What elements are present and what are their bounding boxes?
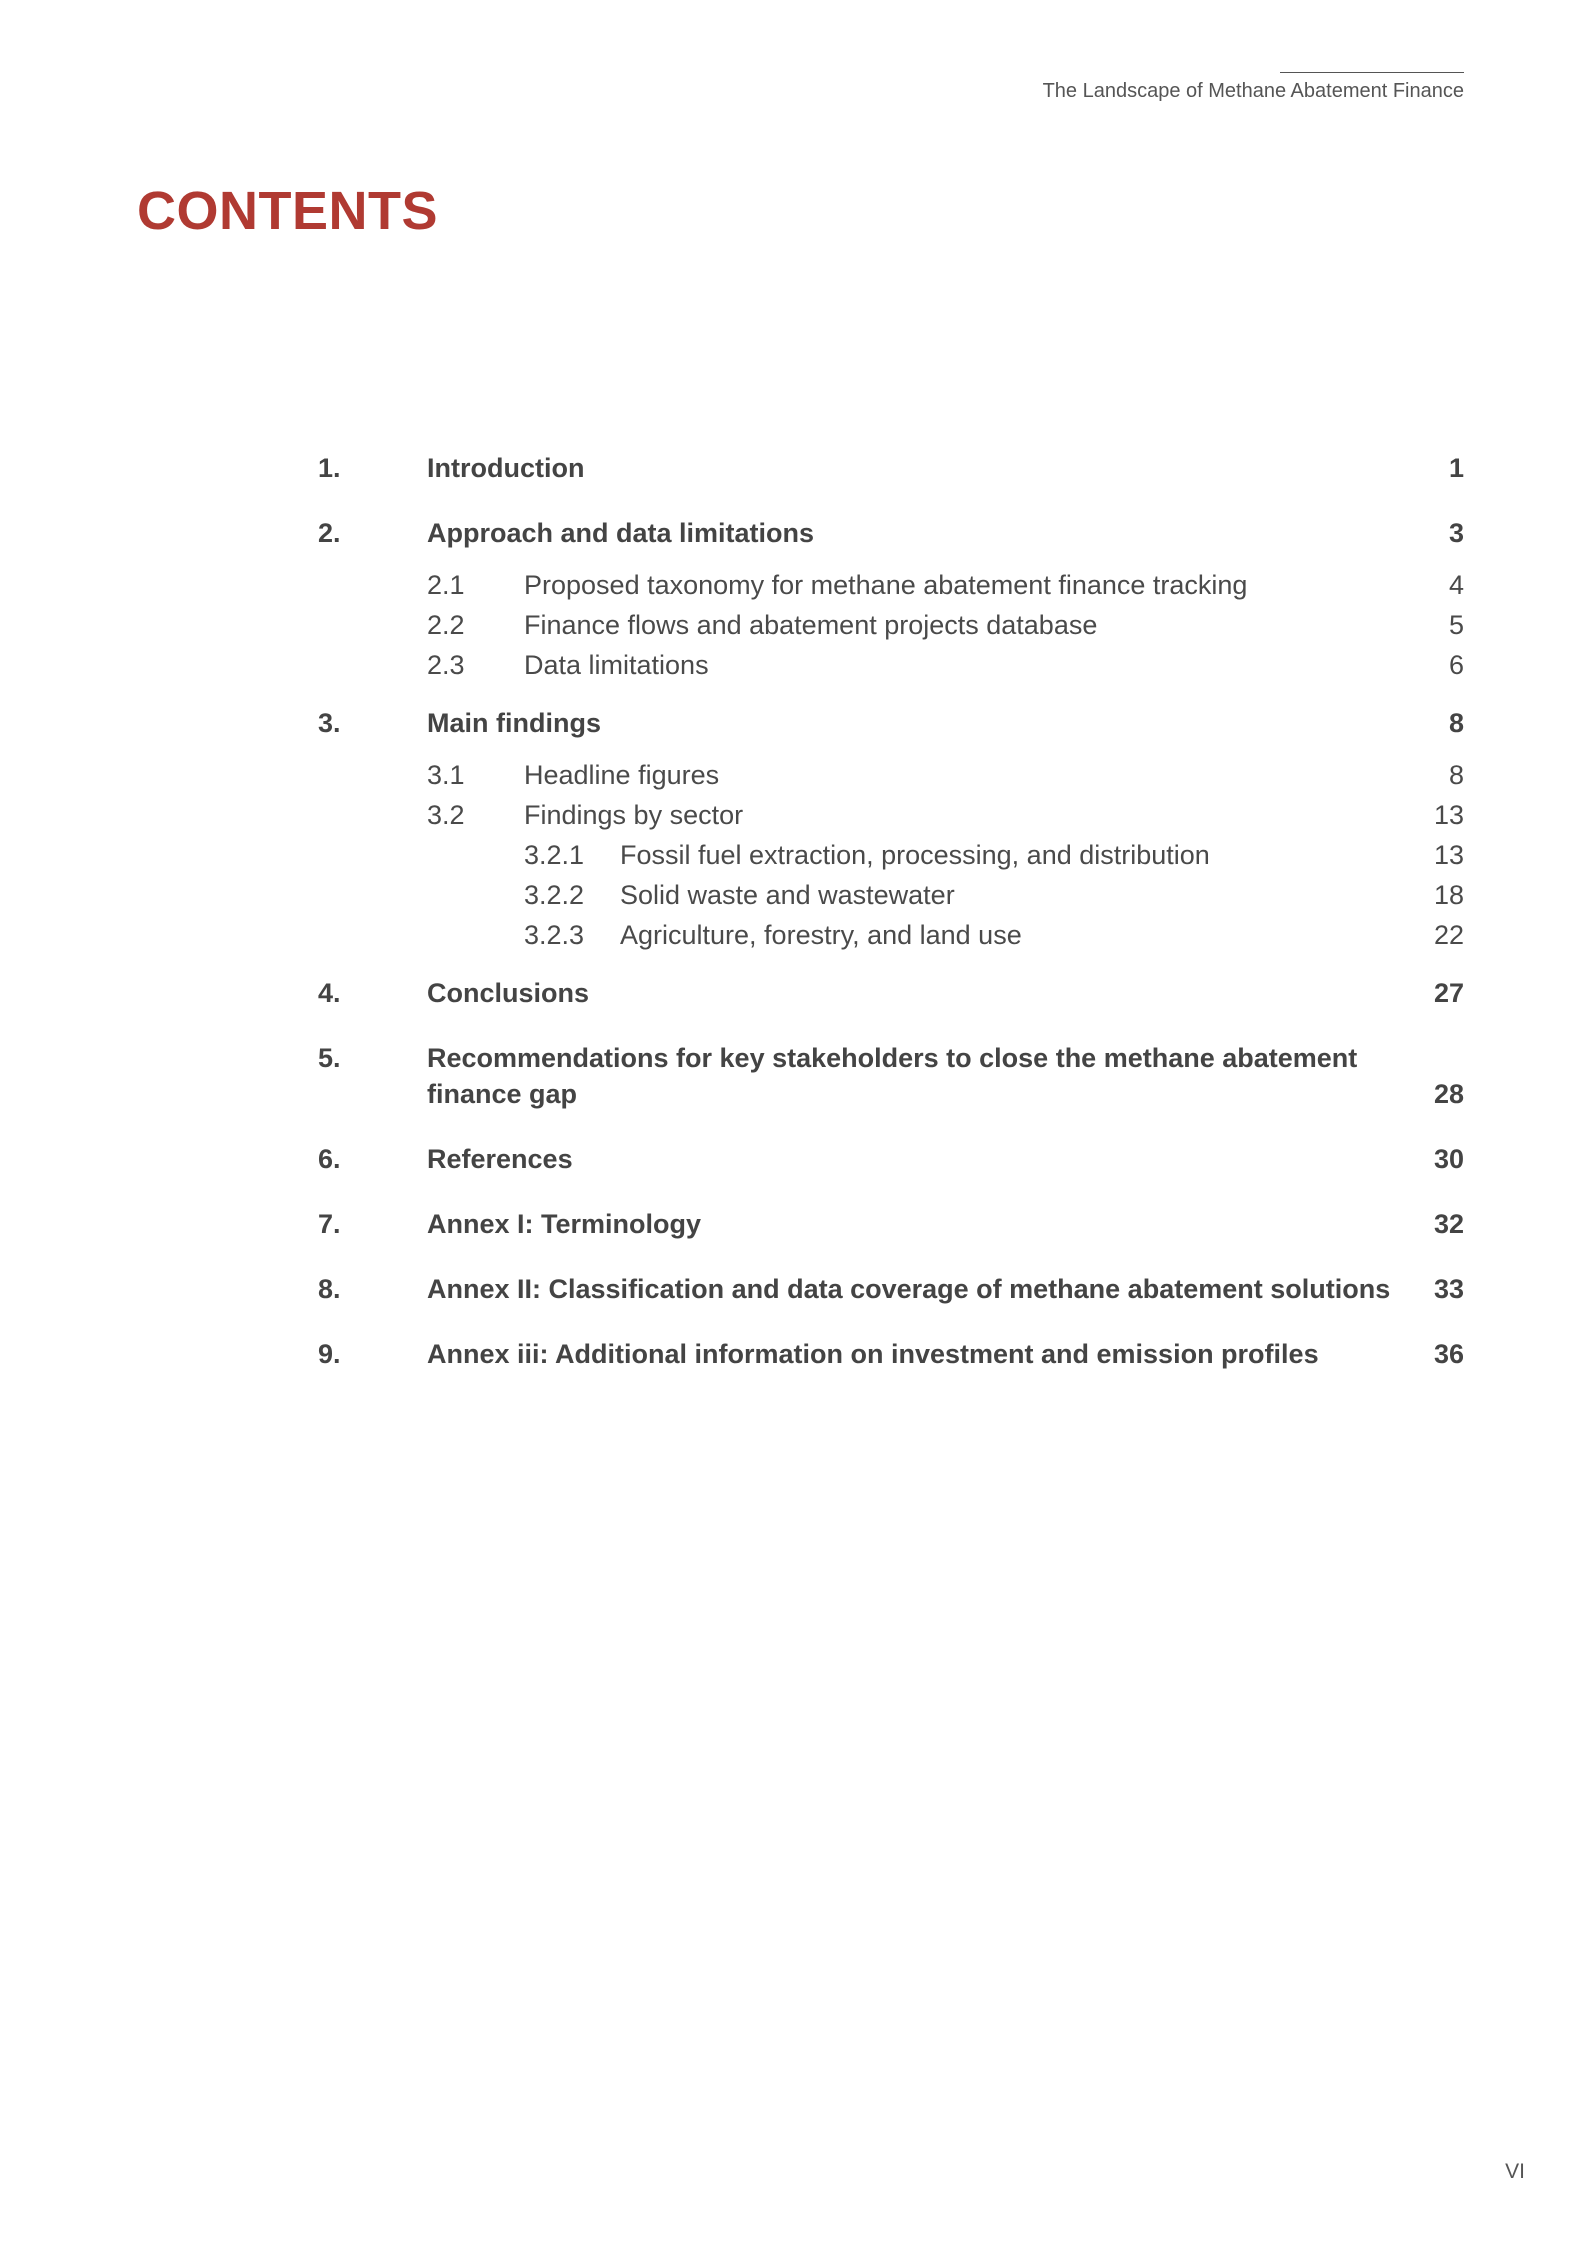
running-header: The Landscape of Methane Abatement Finance (1042, 80, 1464, 102)
toc-page: 13 (1433, 800, 1464, 830)
toc-page: 27 (1433, 978, 1464, 1008)
toc-entry-3[interactable] (318, 705, 1464, 741)
toc-entry-3-2[interactable] (318, 795, 1464, 835)
toc-entry-2-3[interactable] (318, 645, 1464, 685)
toc-title-line: Recommendations for key stakeholders to close the methane abatement (427, 1043, 1358, 1073)
toc-page: 1 (1448, 453, 1464, 483)
toc-entry-2-2[interactable] (318, 605, 1464, 645)
toc-page: 5 (1448, 610, 1464, 640)
toc-entry-5[interactable] (318, 1040, 1464, 1112)
toc-title: Approach and data limitations (427, 518, 815, 548)
toc-entry-1[interactable] (318, 450, 1464, 486)
toc-number: 2. (318, 518, 341, 548)
toc-number: 3.2.3 (524, 920, 585, 950)
toc-page: 8 (1448, 760, 1464, 790)
toc-page: 6 (1448, 650, 1464, 680)
toc-title: Solid waste and wastewater (620, 880, 955, 910)
toc-title: Finance flows and abatement projects database (524, 610, 1098, 640)
toc-number: 3. (318, 708, 341, 738)
toc-entry-3-1[interactable] (318, 755, 1464, 795)
toc-number: 1. (318, 453, 341, 483)
toc-page: 22 (1433, 920, 1464, 950)
toc-number: 2.2 (427, 610, 465, 640)
toc-title: Agriculture, forestry, and land use (620, 920, 1022, 950)
page-title: CONTENTS (137, 181, 438, 241)
toc-page: 28 (1433, 1079, 1464, 1109)
toc-page: 13 (1433, 840, 1464, 870)
toc-page: 4 (1448, 570, 1464, 600)
toc-title: Main findings (427, 708, 601, 738)
toc-number: 2.3 (427, 650, 465, 680)
toc-number: 6. (318, 1144, 341, 1174)
toc-title: Headline figures (524, 760, 720, 790)
toc-number: 9. (318, 1339, 341, 1369)
toc-entry-3-2-2[interactable] (318, 875, 1464, 915)
toc-number: 8. (318, 1274, 341, 1304)
toc-title: Proposed taxonomy for methane abatement finance tracking (524, 570, 1248, 600)
toc-page: 32 (1433, 1209, 1464, 1239)
toc-entry-2-1[interactable] (318, 565, 1464, 605)
toc-entry-3-2-3[interactable] (318, 915, 1464, 955)
toc-page: 36 (1433, 1339, 1464, 1369)
toc-number: 3.2.2 (524, 880, 585, 910)
toc-page: 30 (1433, 1144, 1464, 1174)
toc-title: Fossil fuel extraction, processing, and distribution (620, 840, 1210, 870)
toc-entry-2[interactable] (318, 515, 1464, 551)
toc-title: Findings by sector (524, 800, 744, 830)
toc-title: Annex iii: Additional information on investment and emission profiles (427, 1339, 1319, 1369)
toc-page: 3 (1448, 518, 1464, 548)
toc-entry-7[interactable] (318, 1206, 1464, 1242)
toc-title: Annex II: Classification and data coverage of methane abatement solutions (427, 1274, 1391, 1304)
toc-page: 33 (1433, 1274, 1464, 1304)
toc-number: 7. (318, 1209, 341, 1239)
toc-number: 3.2 (427, 800, 465, 830)
toc-number: 3.2.1 (524, 840, 585, 870)
toc-number: 5. (318, 1043, 341, 1073)
toc-entry-3-2-1[interactable] (318, 835, 1464, 875)
header-rule (1280, 72, 1464, 73)
toc-title: Annex I: Terminology (427, 1209, 702, 1239)
toc-entry-6[interactable] (318, 1141, 1464, 1177)
table-of-contents (318, 450, 1464, 1372)
toc-number: 3.1 (427, 760, 465, 790)
toc-title: Introduction (427, 453, 585, 483)
toc-title: References (427, 1144, 573, 1174)
toc-number: 4. (318, 978, 341, 1008)
toc-entry-8[interactable] (318, 1271, 1464, 1307)
toc-title-line: finance gap (427, 1079, 578, 1109)
page-number: VI (1505, 2160, 1525, 2183)
toc-title: Data limitations (524, 650, 709, 680)
toc-entry-9[interactable] (318, 1336, 1464, 1372)
toc-entry-4[interactable] (318, 975, 1464, 1011)
toc-title (427, 1040, 1464, 1112)
toc-number: 2.1 (427, 570, 465, 600)
toc-page: 8 (1448, 708, 1464, 738)
toc-page: 18 (1433, 880, 1464, 910)
toc-title: Conclusions (427, 978, 590, 1008)
